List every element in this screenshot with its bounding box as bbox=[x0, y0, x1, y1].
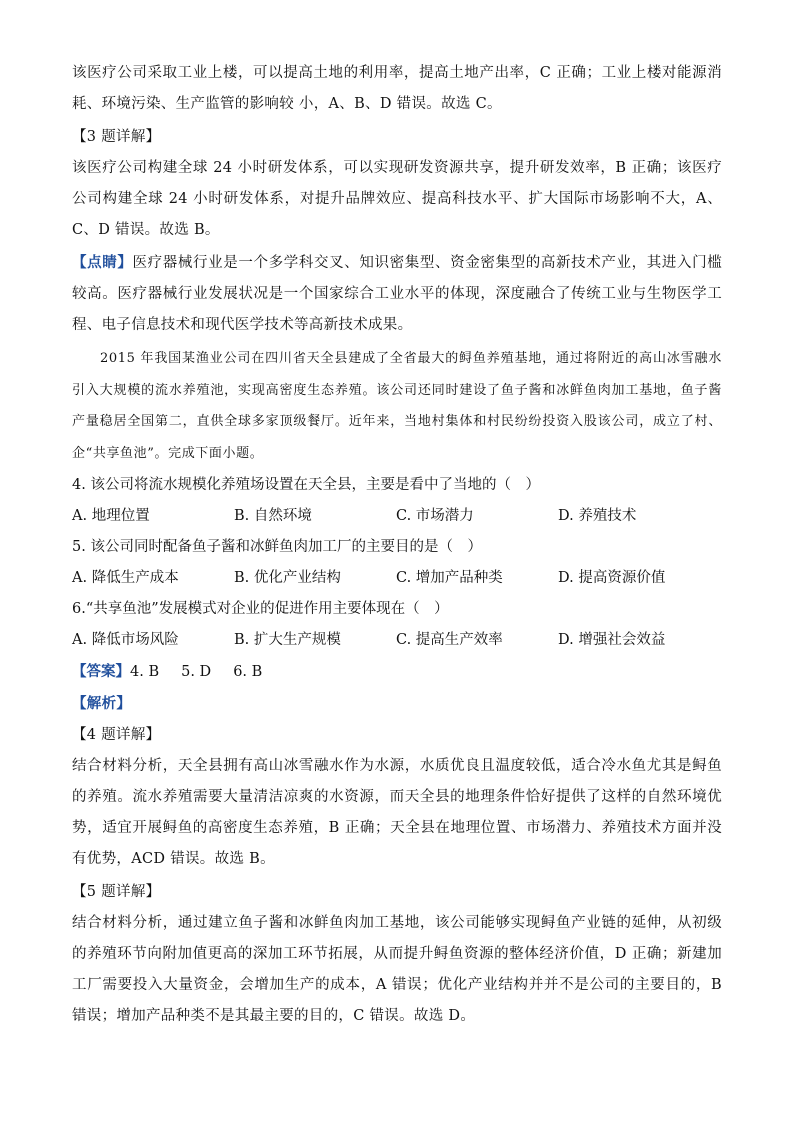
q5-option-d: D. 提高资源价值 bbox=[558, 570, 666, 586]
question-4-stem: 4. 该公司将流水规模化养殖场设置在天全县，主要是看中了当地的（ ） bbox=[72, 477, 540, 493]
q5-option-a: A. 降低生产成本 bbox=[72, 570, 179, 586]
question-4-options bbox=[72, 501, 722, 532]
q4-option-a: A. 地理位置 bbox=[72, 508, 150, 524]
q3-detail-heading: 【3 题详解】 bbox=[72, 129, 161, 145]
jiexi-label bbox=[72, 688, 722, 720]
q5-option-b: B. 优化产业结构 bbox=[234, 570, 341, 586]
document-page bbox=[72, 58, 722, 1032]
q6-option-a: A. 降低市场风险 bbox=[72, 632, 179, 648]
q3-detail-paragraph: 该医疗公司构建全球 24 小时研发体系，可以实现研发资源共享，提升研发效率，B 正确；该医疗公司构建全球 24 小时研发体系，对提升品牌效应、提高科技水平、扩大国际市场影响不大，A、C、D 错误。故选 B。 bbox=[72, 160, 722, 238]
answer-label: 【答案】 bbox=[72, 663, 130, 680]
q6-option-d: D. 增强社会效益 bbox=[558, 632, 666, 648]
jiexi-label-text: 【解析】 bbox=[72, 695, 132, 712]
q5-detail-paragraph: 结合材料分析，通过建立鱼子酱和冰鲜鱼肉加工基地，该公司能够实现鲟鱼产业链的延伸，从初级的养殖环节向附加值更高的深加工环节拓展，从而提升鲟鱼资源的整体经济价值，D 正确；新建加工厂需要投入大量资金，会增加生产的成本，A 错误；优化产业结构并并不是公司的主要目的，B 错误；增加产品种类不是其最主要的目的，C 错误。故选 D。 bbox=[72, 915, 722, 1024]
answer-6: 6. B bbox=[233, 664, 263, 680]
answer-row bbox=[72, 656, 722, 688]
answer-5: 5. D bbox=[181, 664, 212, 680]
answer-4: 4. B bbox=[130, 664, 160, 680]
q6-option-c: C. 提高生产效率 bbox=[396, 632, 503, 648]
q4-detail-paragraph: 结合材料分析，天全县拥有高山冰雪融水作为水源，水质优良且温度较低，适合冷水鱼尤其是鲟鱼的养殖。流水养殖需要大量清洁凉爽的水资源，而天全县的地理条件恰好提供了这样的自然环境优势，适宜开展鲟鱼的高密度生态养殖，B 正确；天全县在地理位置、市场潜力、养殖技术方面并没有优势，ACD 错误。故选 B。 bbox=[72, 758, 722, 867]
question-6-options bbox=[72, 625, 722, 656]
q4-detail-heading: 【4 题详解】 bbox=[72, 727, 161, 743]
q4-option-c: C. 市场潜力 bbox=[396, 508, 474, 524]
material-paragraph: 2015 年我国某渔业公司在四川省天全县建成了全省最大的鲟鱼养殖基地，通过将附近的高山冰雪融水引入大规模的流水养殖池，实现高密度生态养殖。该公司还同时建设了鱼子酱和冰鲜鱼肉加工基地，鱼子酱产量稳居全国第二，直供全球多家顶级餐厅。近年来，当地村集体和村民纷纷投资入股该公司，成立了村、企“共享鱼池”。完成下面小题。 bbox=[72, 351, 722, 461]
dianjing-text: 医疗器械行业是一个多学科交叉、知识密集型、资金密集型的高新技术产业，其进入门槛较高。医疗器械行业发展状况是一个国家综合工业水平的体现，深度融合了传统工业与生物医学工程、电子信息技术和现代医学技术等高新技术成果。 bbox=[72, 255, 722, 333]
question-6-stem: 6.“共享鱼池”发展模式对企业的促进作用主要体现在（ ） bbox=[72, 601, 449, 617]
question-5-stem: 5. 该公司同时配备鱼子酱和冰鲜鱼肉加工厂的主要目的是（ ） bbox=[72, 539, 482, 555]
dianjing-label: 【点睛】 bbox=[72, 254, 133, 271]
q5-detail-heading: 【5 题详解】 bbox=[72, 884, 161, 900]
question-5-options bbox=[72, 563, 722, 594]
q4-option-b: B. 自然环境 bbox=[234, 508, 312, 524]
q5-option-c: C. 增加产品种类 bbox=[396, 570, 503, 586]
q6-option-b: B. 扩大生产规模 bbox=[234, 632, 341, 648]
q2-detail-paragraph: 该医疗公司采取工业上楼，可以提高土地的利用率，提高土地产出率，C 正确；工业上楼对能源消耗、环境污染、生产监管的影响较 小，A、B、D 错误。故选 C。 bbox=[72, 65, 722, 112]
dianjing-paragraph bbox=[72, 247, 722, 341]
q4-option-d: D. 养殖技术 bbox=[558, 508, 637, 524]
